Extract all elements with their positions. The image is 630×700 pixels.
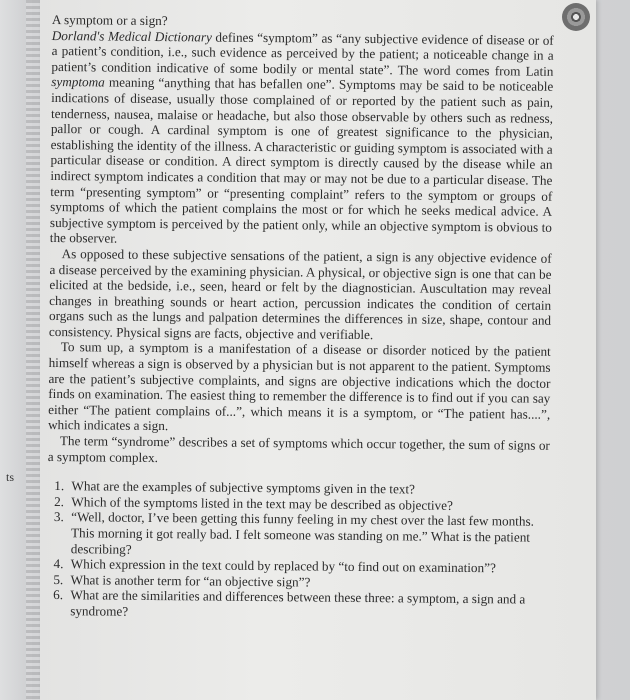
question-item: 2. Which of the symptoms listed in the text may be described as objective? (67, 494, 549, 514)
paragraph-sign-definition: As opposed to these subjective sensations of the patient, a sign is any objective evidence of a disease perceived by the examining physician. A physical, or objective sign is one that can be elicited at the bedside, i.e., seen, heard or felt by the diagnostician. Auscultation may reveal changes in breathing sounds or heart action, percussion indicates the condition of certain organs such as the lungs and palpation determines the differences in size, shape, contour and consistency. Physical signs are facts, objective and verifiable. (48, 246, 552, 342)
paragraph-syndrome: The term “syndrome” describes a set of symptoms which occur together, the sum of signs or a symptom complex. (47, 433, 550, 465)
dictionary-title: Dorland's Medical Dictionary (51, 27, 212, 45)
question-item: 5. What is another term for “an objective sign”? (66, 572, 548, 592)
paragraph-summary: To sum up, a symptom is a manifestation of a disease or disorder noticed by the patient himself whereas a sign is observed by a physician but is not apparent to the patient. Symptoms are the patient’s subjective complaints, and signs are objective indications which the doctor finds on examination. The easiest thing to remember the difference is to find out if you can say either “The patient complains of...”, which means it is a symptom, or “The patient has....”, which indicates a sign. (47, 339, 551, 434)
question-list (46, 478, 549, 623)
question-item: 1. What are the examples of subjective symptoms given in the text? (67, 478, 549, 498)
book-page (40, 0, 596, 700)
margin-fragment: ts (6, 470, 15, 484)
question-item: 3. “Well, doctor, I’ve been getting this funny feeling in my chest over the last few months. This morning it got really bad. I felt someone was standing on me.” What is the patient describing? (67, 510, 549, 561)
paragraph-symptom-definition (50, 28, 554, 251)
question-item: 6. What are the similarities and differences between these three: a symptom, a sign and a syndrome? (66, 588, 548, 624)
section-title: A symptom or a sign? (51, 12, 168, 29)
question-item: 4. Which expression in the text could by replaced by “to find out on examination”? (67, 556, 549, 576)
page-content (46, 12, 554, 623)
latin-term: symptoma (51, 74, 105, 90)
audio-cd-icon (562, 3, 590, 31)
p1-body-text: meaning “anything that has befallen one”. Symptoms may be said to be noticeable indications of disease, usually those complained of or reported by the patient such as pain, tenderness, nausea, malaise or headache, but also those observable by others such as redness, pallor or cough. A cardinal symptom is one of greatest significance to the physician, establishing the identity of the illness. A characteristic or guiding symptom is associated with a particular disease or condition. A direct symptom is directly caused by the disease while an indirect symptom indicates a condition that may or may not be due to a particular disease. The term “presenting symptom” or “presenting complaint” refers to the symptom or groups of symptoms of which the patient complains the most or for which he seeks medical advice. A subjective symptom is perceived by the patient only, while an objective symptom is obvious to the observer. (49, 74, 554, 246)
p1-intro-text: defines “symptom” as “any subjective evidence of disease or of a patient’s condition, i.e., such evidence as perceived by the patient; a noticeable change in a patient’s condition indicative of some bodily or mental state”. The word comes from Latin (51, 29, 554, 79)
